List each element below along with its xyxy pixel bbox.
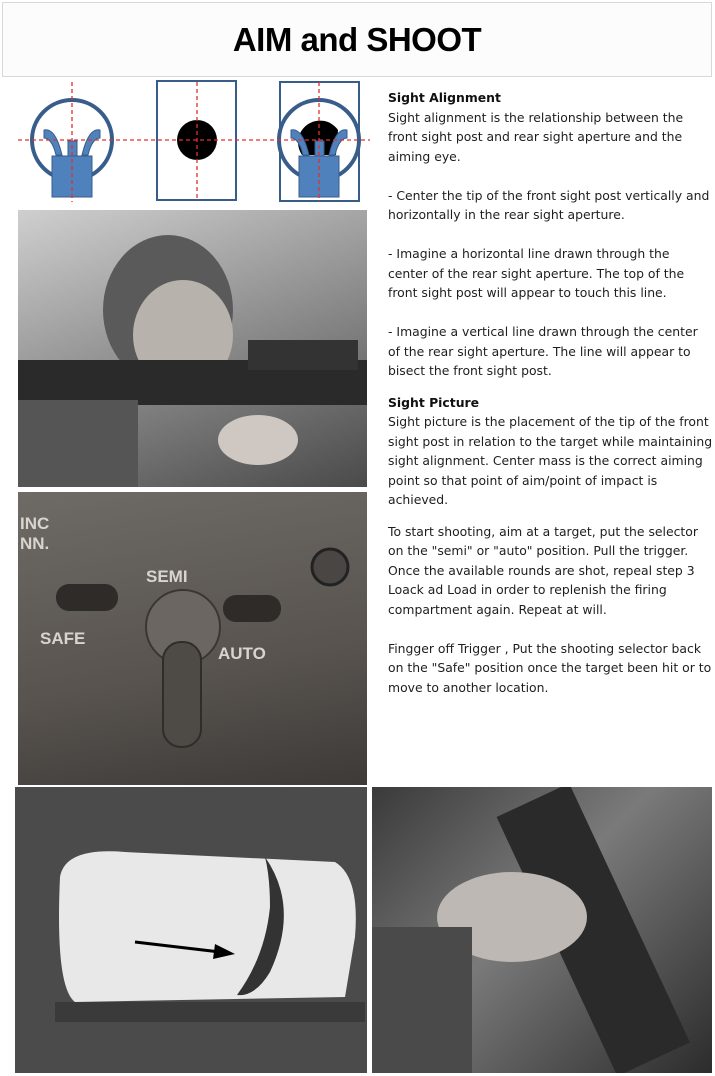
selector-label-auto: AUTO — [218, 644, 266, 663]
sight-alignment-step: - Center the tip of the front sight post vertically and horizontally in the rear sight aperture. — [388, 187, 710, 222]
hand-illustration — [372, 787, 712, 1073]
sight-alignment-step: - Imagine a vertical line drawn through the center of the rear sight aperture. The line will appear to bisect the front sight post. — [388, 324, 698, 378]
shooting-instructions: To start shooting, aim at a target, put the selector on the "semi" or "auto" position. Pull the trigger. Once the available rounds are shot, repeal step 3 Loack ad Load in order to replenish the firing compartment again. Repeat at will. — [388, 523, 698, 617]
sight-alignment-step: - Imagine a horizontal line drawn through the center of the rear sight aperture. The top of the front sight post will appear to touch this line. — [388, 246, 685, 300]
sight-alignment-heading: Sight Alignment — [388, 90, 501, 105]
instructions-column — [388, 88, 713, 717]
sight-alignment-section — [388, 88, 713, 381]
trigger-illustration — [15, 787, 367, 1073]
photo-trigger — [15, 787, 367, 1073]
photo-shooter-aiming — [18, 210, 367, 487]
shooter-illustration — [18, 210, 367, 487]
sight-picture-section — [388, 393, 713, 698]
safety-instructions: Fingger off Trigger , Put the shooting selector back on the "Safe" position once the target been hit or to move to another location. — [388, 640, 712, 695]
sight-picture-heading: Sight Picture — [388, 394, 480, 410]
sight-alignment-paragraph: Sight alignment is the relationship between the front sight post and rear sight aperture and the aiming eye. — [388, 109, 684, 164]
photo-hand-on-rifle — [372, 787, 712, 1073]
sight-picture-paragraph: Sight picture is the placement of the tip of the front sight post in relation to the target while maintaining sight alignment. Center mass is the correct aiming point so that point of aim/point of impact is achieved. — [388, 414, 713, 507]
photo-fire-selector — [18, 492, 367, 785]
title-banner — [2, 2, 712, 77]
selector-label-safe: SAFE — [40, 629, 86, 648]
sight-alignment-diagram — [0, 76, 372, 206]
receiver-marking-inc: INC — [20, 514, 50, 533]
receiver-marking-nn: NN. — [20, 534, 50, 553]
selector-label-semi: SEMI — [146, 567, 188, 586]
page-title: AIM and SHOOT — [232, 20, 482, 58]
